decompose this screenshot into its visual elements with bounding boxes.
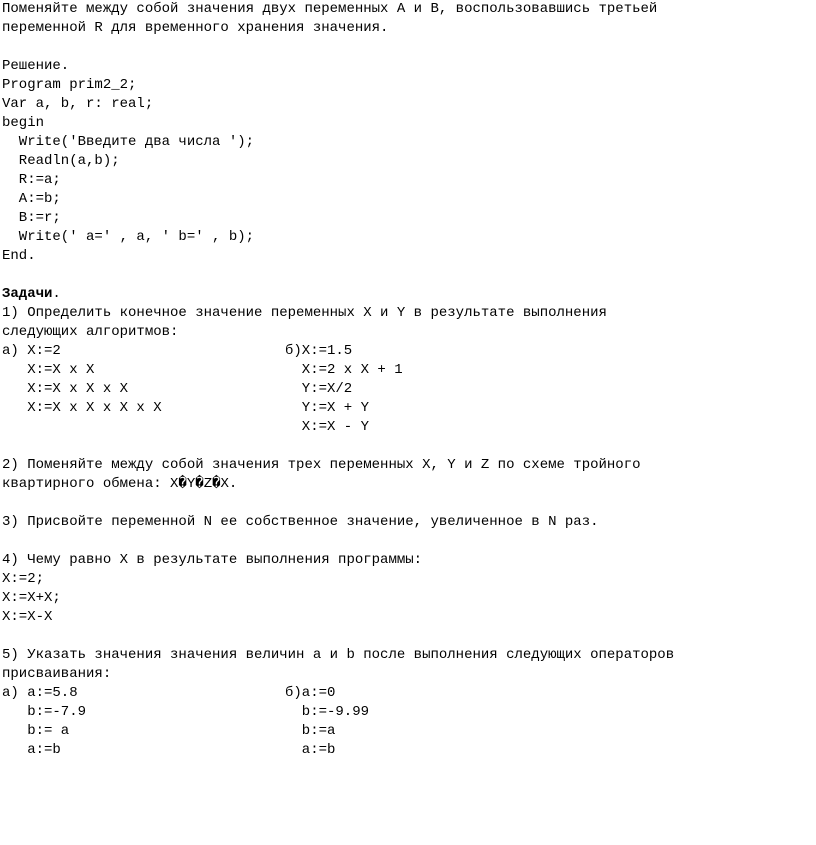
task-2: [2, 456, 814, 494]
intro-paragraph: [2, 0, 814, 38]
task-2-line-2: квартирного обмена: X�Y�Z�X.: [2, 476, 238, 492]
algorithm-b-cell: X:=2 x X + 1: [285, 362, 403, 378]
algorithm-row: [2, 399, 814, 418]
spacer: [2, 38, 814, 57]
algorithm-a-cell: X:=X x X x X x X: [2, 400, 162, 416]
spacer: [2, 627, 814, 646]
task-1-line-2: следующих алгоритмов:: [2, 324, 179, 340]
assignment-b-cell: a:=b: [285, 742, 336, 758]
intro-line-2: переменной R для временного хранения значения.: [2, 20, 389, 36]
assignment-row: [2, 703, 814, 722]
code-line: R:=a;: [2, 172, 61, 188]
code-line: Var a, b, r: real;: [2, 96, 154, 112]
solution-label: Решение.: [2, 58, 70, 74]
spacer: [2, 437, 814, 456]
algorithm-b-cell: Y:=X + Y: [285, 400, 370, 416]
algorithm-b-cell: б)X:=1.5: [285, 343, 353, 359]
spacer: [2, 532, 814, 551]
code-line: X:=2;: [2, 571, 45, 587]
algorithm-b-cell: X:=X - Y: [285, 419, 370, 435]
code-line: End.: [2, 248, 36, 264]
code-line: Write(' a=' , a, ' b=' , b);: [2, 229, 255, 245]
tasks-heading-dot: .: [52, 286, 61, 302]
tasks-heading-line: [2, 285, 814, 304]
spacer: [2, 266, 814, 285]
algorithm-a-cell: X:=X x X x X: [2, 381, 129, 397]
assignment-b-cell: б)a:=0: [285, 685, 336, 701]
task-5: [2, 646, 814, 760]
assignment-b-cell: b:=-9.99: [285, 704, 370, 720]
task-1-line-1: 1) Определить конечное значение переменных X и Y в результате выполнения: [2, 305, 607, 321]
assignment-row: [2, 741, 814, 760]
algorithm-row: [2, 380, 814, 399]
intro-line-1: Поменяйте между собой значения двух переменных A и B, воспользовавшись третьей: [2, 1, 658, 17]
solution-block: [2, 57, 814, 266]
assignment-row: [2, 722, 814, 741]
algorithm-b-cell: Y:=X/2: [285, 381, 353, 397]
task-5-line-2: присваивания:: [2, 666, 112, 682]
algorithm-a-cell: X:=X x X: [2, 362, 95, 378]
assignment-a-cell: b:=-7.9: [2, 704, 87, 720]
task-2-line-1: 2) Поменяйте между собой значения трех переменных X, Y и Z по схеме тройного: [2, 457, 641, 473]
code-line: X:=X-X: [2, 609, 53, 625]
algorithm-a-cell: [2, 418, 285, 437]
task-3-line-1: 3) Присвойте переменной N ее собственное значение, увеличенное в N раз.: [2, 514, 599, 530]
algorithm-row: [2, 418, 814, 437]
algorithm-row: [2, 342, 814, 361]
task-4: [2, 551, 814, 627]
task-4-line-1: 4) Чему равно X в результате выполнения программы:: [2, 552, 423, 568]
assignment-a-cell: а) a:=5.8: [2, 685, 78, 701]
assignment-row: [2, 684, 814, 703]
algorithm-row: [2, 361, 814, 380]
task-3: [2, 513, 814, 532]
code-line: begin: [2, 115, 45, 131]
code-line: X:=X+X;: [2, 590, 61, 606]
task-5-line-1: 5) Указать значения значения величин a и b после выполнения следующих операторов: [2, 647, 675, 663]
assignment-a-cell: a:=b: [2, 742, 61, 758]
code-line: Readln(a,b);: [2, 153, 120, 169]
assignment-a-cell: b:= a: [2, 723, 70, 739]
code-line: A:=b;: [2, 191, 61, 207]
code-line: Program prim2_2;: [2, 77, 137, 93]
spacer: [2, 494, 814, 513]
tasks-section: [2, 285, 814, 760]
assignment-b-cell: b:=a: [285, 723, 336, 739]
task-1: [2, 304, 814, 437]
tasks-heading: Задачи: [2, 286, 53, 302]
algorithm-a-cell: а) X:=2: [2, 343, 61, 359]
code-line: B:=r;: [2, 210, 61, 226]
code-line: Write('Введите два числа ');: [2, 134, 255, 150]
